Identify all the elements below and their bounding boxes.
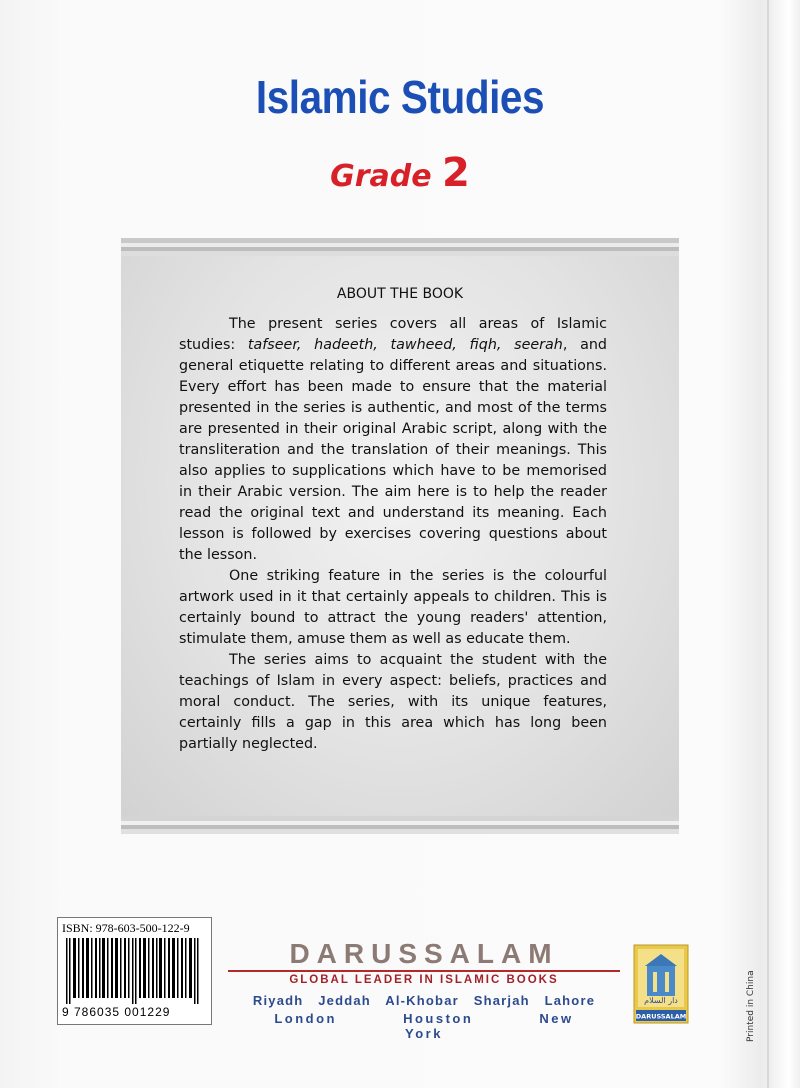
grade-text: Grade: [330, 159, 443, 194]
publisher-cities-line-2: London Houston New York: [274, 1011, 574, 1041]
about-paragraph-1: [179, 314, 607, 566]
p1-intro: The present series covers all areas of Islamic studies:: [179, 316, 607, 353]
publisher-name: DARUSSALAM: [289, 938, 559, 969]
about-paragraph-3: The series aims to acquaint the student with the teachings of Islam in every aspect: beliefs, practices and moral conduct. The series, with its unique features, certainly fills a gap in this area which has long been partially neglected.: [179, 652, 607, 752]
about-body: [179, 314, 607, 755]
publisher-tagline: GLOBAL LEADER IN ISLAMIC BOOKS: [228, 970, 620, 988]
about-panel: [121, 256, 679, 816]
isbn-label: ISBN: 978-603-500-122-9: [62, 921, 190, 935]
logo-arabic-text: دار السلام: [644, 996, 678, 1005]
grade-number: 2: [442, 150, 470, 196]
grade-label: [0, 150, 800, 196]
panel-bottom-stripe: [121, 816, 679, 834]
barcode-number: 9 786035 001229: [62, 1005, 171, 1019]
publisher-cities-line-1: Riyadh Jeddah Al-Khobar Sharjah Lahore: [252, 993, 596, 1008]
about-heading: ABOUT THE BOOK: [336, 286, 464, 302]
printed-in-label: Printed in China: [746, 970, 756, 1042]
book-title: Islamic Studies: [255, 71, 545, 123]
barcode: [64, 938, 204, 1004]
isbn-barcode-box: [57, 917, 212, 1025]
logo-text: DARUSSALAM: [635, 1012, 687, 1021]
panel-top-stripe: [121, 238, 679, 256]
p1-rest: , and general etiquette relating to different areas and situations. Every effort has been made to ensure that the material presented in the series is authentic, and most of the terms are presented in their original Arabic script, along with the transliteration and the translation of their meanings. This also applies to supplications which have to be memorised in their Arabic version. The aim here is to help the reader read the original text and understand its meaning. Each lesson is followed by exercises covering questions about the lesson.: [179, 337, 607, 563]
p1-terms: tafseer, hadeeth, tawheed, fiqh, seerah: [247, 337, 563, 353]
about-paragraph-2: One striking feature in the series is the colourful artwork used in it that certainly appeals to children. This is certainly bound to attract the young readers' attention, stimulate them, amuse them as well as educate them.: [179, 568, 607, 647]
darussalam-logo: [633, 944, 689, 1024]
